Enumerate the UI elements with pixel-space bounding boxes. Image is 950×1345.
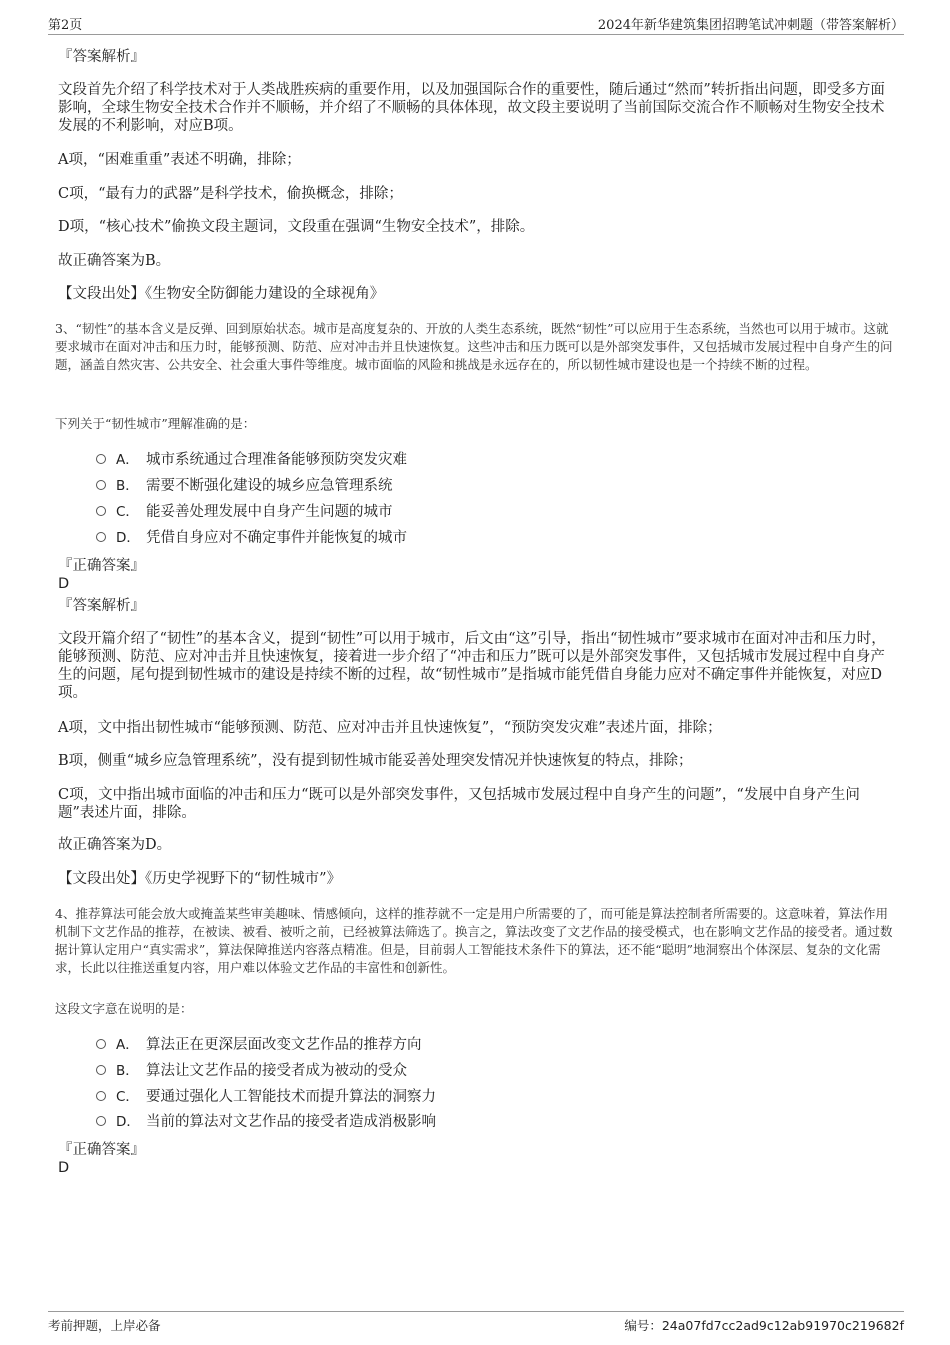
q2-analysis: 文段首先介绍了科学技术对于人类战胜疾病的重要作用，以及加强国际合作的重要性，随后通过“然而”转折指出问题，即受多方面影响，全球生物安全技术合作并不顺畅，并介绍了不顺畅的具体体现，故文段主要说明了当前国际交流合作不顺畅对生物安全技术发展的不利影响，对应B项。	[58, 82, 885, 134]
radio-icon[interactable]	[96, 480, 106, 490]
radio-icon[interactable]	[96, 1116, 106, 1126]
option-text: 凭借自身应对不确定事件并能恢复的城市	[146, 530, 407, 546]
radio-icon[interactable]	[96, 1039, 106, 1049]
q4-prompt: 这段文字意在说明的是：	[55, 1001, 193, 1016]
q3-analysis-tag: 『答案解析』	[58, 598, 145, 614]
option-text: 能妥善处理发展中自身产生问题的城市	[146, 504, 393, 520]
option-text: 城市系统通过合理准备能够预防突发灾难	[146, 452, 407, 468]
q2-conclusion: 故正确答案为B。	[58, 253, 171, 269]
option-text: 需要不断强化建设的城乡应急管理系统	[146, 478, 393, 494]
q4-option-b[interactable]	[96, 1062, 407, 1082]
q3-prompt: 下列关于“韧性城市”理解准确的是：	[55, 416, 256, 431]
q3-option-c-analysis: C项，文中指出城市面临的冲击和压力“既可以是外部突发事件，又包括城市发展过程中自身产生的问题”，“发展中自身产生问题”表述片面，排除。	[58, 787, 860, 821]
option-text: 算法让文艺作品的接受者成为被动的受众	[146, 1063, 407, 1079]
q3-analysis: 文段开篇介绍了“韧性”的基本含义，提到“韧性”可以用于城市，后文由“这”引导，指出“韧性城市”要求城市在面对冲击和压力时，能够预测、防范、应对冲击并且快速恢复，接着进一步介绍了“冲击和压力”既可以是外部突发事件，又包括城市发展过程中自身产生的问题，尾句提到韧性城市的建设是持续不断的过程，故“韧性城市”是指城市能凭借自身能力应对不确定事件并能恢复，对应D项。	[58, 631, 886, 701]
q3-option-a-analysis: A项，文中指出韧性城市“能够预测、防范、应对冲击并且快速恢复”，“预防突发灾难”表述片面，排除；	[58, 720, 722, 736]
page-footer	[48, 1311, 904, 1336]
document-title: 2024年新华建筑集团招聘笔试冲刺题（带答案解析）	[597, 18, 904, 33]
q4-option-a[interactable]	[96, 1036, 422, 1056]
option-letter: D．	[116, 1114, 140, 1130]
q3-option-a[interactable]	[96, 451, 407, 471]
q3-option-b[interactable]	[96, 477, 393, 497]
q3-source: 【文段出处】《历史学视野下的“韧性城市”》	[58, 871, 342, 887]
option-letter: A．	[116, 452, 139, 468]
option-letter: A．	[116, 1037, 139, 1053]
q3-conclusion: 故正确答案为D。	[58, 837, 172, 853]
radio-icon[interactable]	[96, 506, 106, 516]
q3-option-b-analysis: B项，侧重“城乡应急管理系统”，没有提到韧性城市能妥善处理突发情况并快速恢复的特点，排除；	[58, 753, 693, 769]
q4-answer: D	[58, 1160, 70, 1176]
q3-stem: 3、“韧性”的基本含义是反弹、回到原始状态。城市是高度复杂的、开放的人类生态系统，既然“韧性”可以应用于生态系统，当然也可以用于城市。这就要求城市在面对冲击和压力时，能够预测、防范、应对冲击并且快速恢复。这些冲击和压力既可以是外部突发事件，又包括城市发展过程中自身产生的问题，涵盖自然灾害、公共安全、社会重大事件等维度。城市面临的风险和挑战是永远存在的，所以韧性城市建设也是一个持续不断的过程。	[55, 321, 893, 372]
radio-icon[interactable]	[96, 454, 106, 464]
q2-source: 【文段出处】《生物安全防御能力建设的全球视角》	[58, 286, 385, 302]
option-letter: C．	[116, 1089, 139, 1105]
q4-option-d[interactable]	[96, 1113, 436, 1133]
option-letter: C．	[116, 504, 139, 520]
q3-option-d[interactable]	[96, 529, 407, 549]
radio-icon[interactable]	[96, 1091, 106, 1101]
q2-analysis-tag: 『答案解析』	[58, 49, 145, 65]
code-label: 编号：	[624, 1318, 662, 1333]
radio-icon[interactable]	[96, 1065, 106, 1075]
page-header	[48, 12, 904, 35]
q3-answer-tag: 『正确答案』	[58, 558, 145, 574]
q2-option-d-analysis: D项，“核心技术”偷换文段主题词，文段重在强调“生物安全技术”，排除。	[58, 219, 535, 235]
option-text: 要通过强化人工智能技术而提升算法的洞察力	[146, 1089, 436, 1105]
document-code	[624, 1316, 904, 1334]
q3-answer: D	[58, 576, 70, 592]
option-text: 当前的算法对文艺作品的接受者造成消极影响	[146, 1114, 436, 1130]
page-number: 第2页	[48, 18, 83, 33]
q4-option-c[interactable]	[96, 1088, 436, 1108]
option-letter: B．	[116, 1063, 139, 1079]
radio-icon[interactable]	[96, 532, 106, 542]
q3-option-c[interactable]	[96, 503, 393, 523]
footer-slogan: 考前押题，上岸必备	[48, 1318, 161, 1333]
option-letter: D．	[116, 530, 140, 546]
q4-stem: 4、推荐算法可能会放大或掩盖某些审美趣味、情感倾向，这样的推荐就不一定是用户所需要的了，而可能是算法控制者所需要的。这意味着，算法作用机制下文艺作品的推荐，在被读、被看、被听之前，已经被算法筛选了。换言之，算法改变了文艺作品的接受模式，也在影响文艺作品的接受者。通过数据计算认定用户“真实需求”，算法保障推送内容落点精准。但是，目前弱人工智能技术条件下的算法，还不能“聪明”地洞察出个体深层、复杂的文化需求，长此以往推送重复内容，用户难以体验文艺作品的丰富性和创新性。	[55, 906, 893, 975]
code-value: 24a07fd7cc2ad9c12ab91970c219682f	[661, 1318, 904, 1333]
option-letter: B．	[116, 478, 139, 494]
q4-answer-tag: 『正确答案』	[58, 1142, 145, 1158]
q2-option-a-analysis: A项，“困难重重”表述不明确，排除；	[58, 152, 301, 168]
q2-option-c-analysis: C项，“最有力的武器”是科学技术，偷换概念，排除；	[58, 186, 403, 202]
option-text: 算法正在更深层面改变文艺作品的推荐方向	[146, 1037, 422, 1053]
